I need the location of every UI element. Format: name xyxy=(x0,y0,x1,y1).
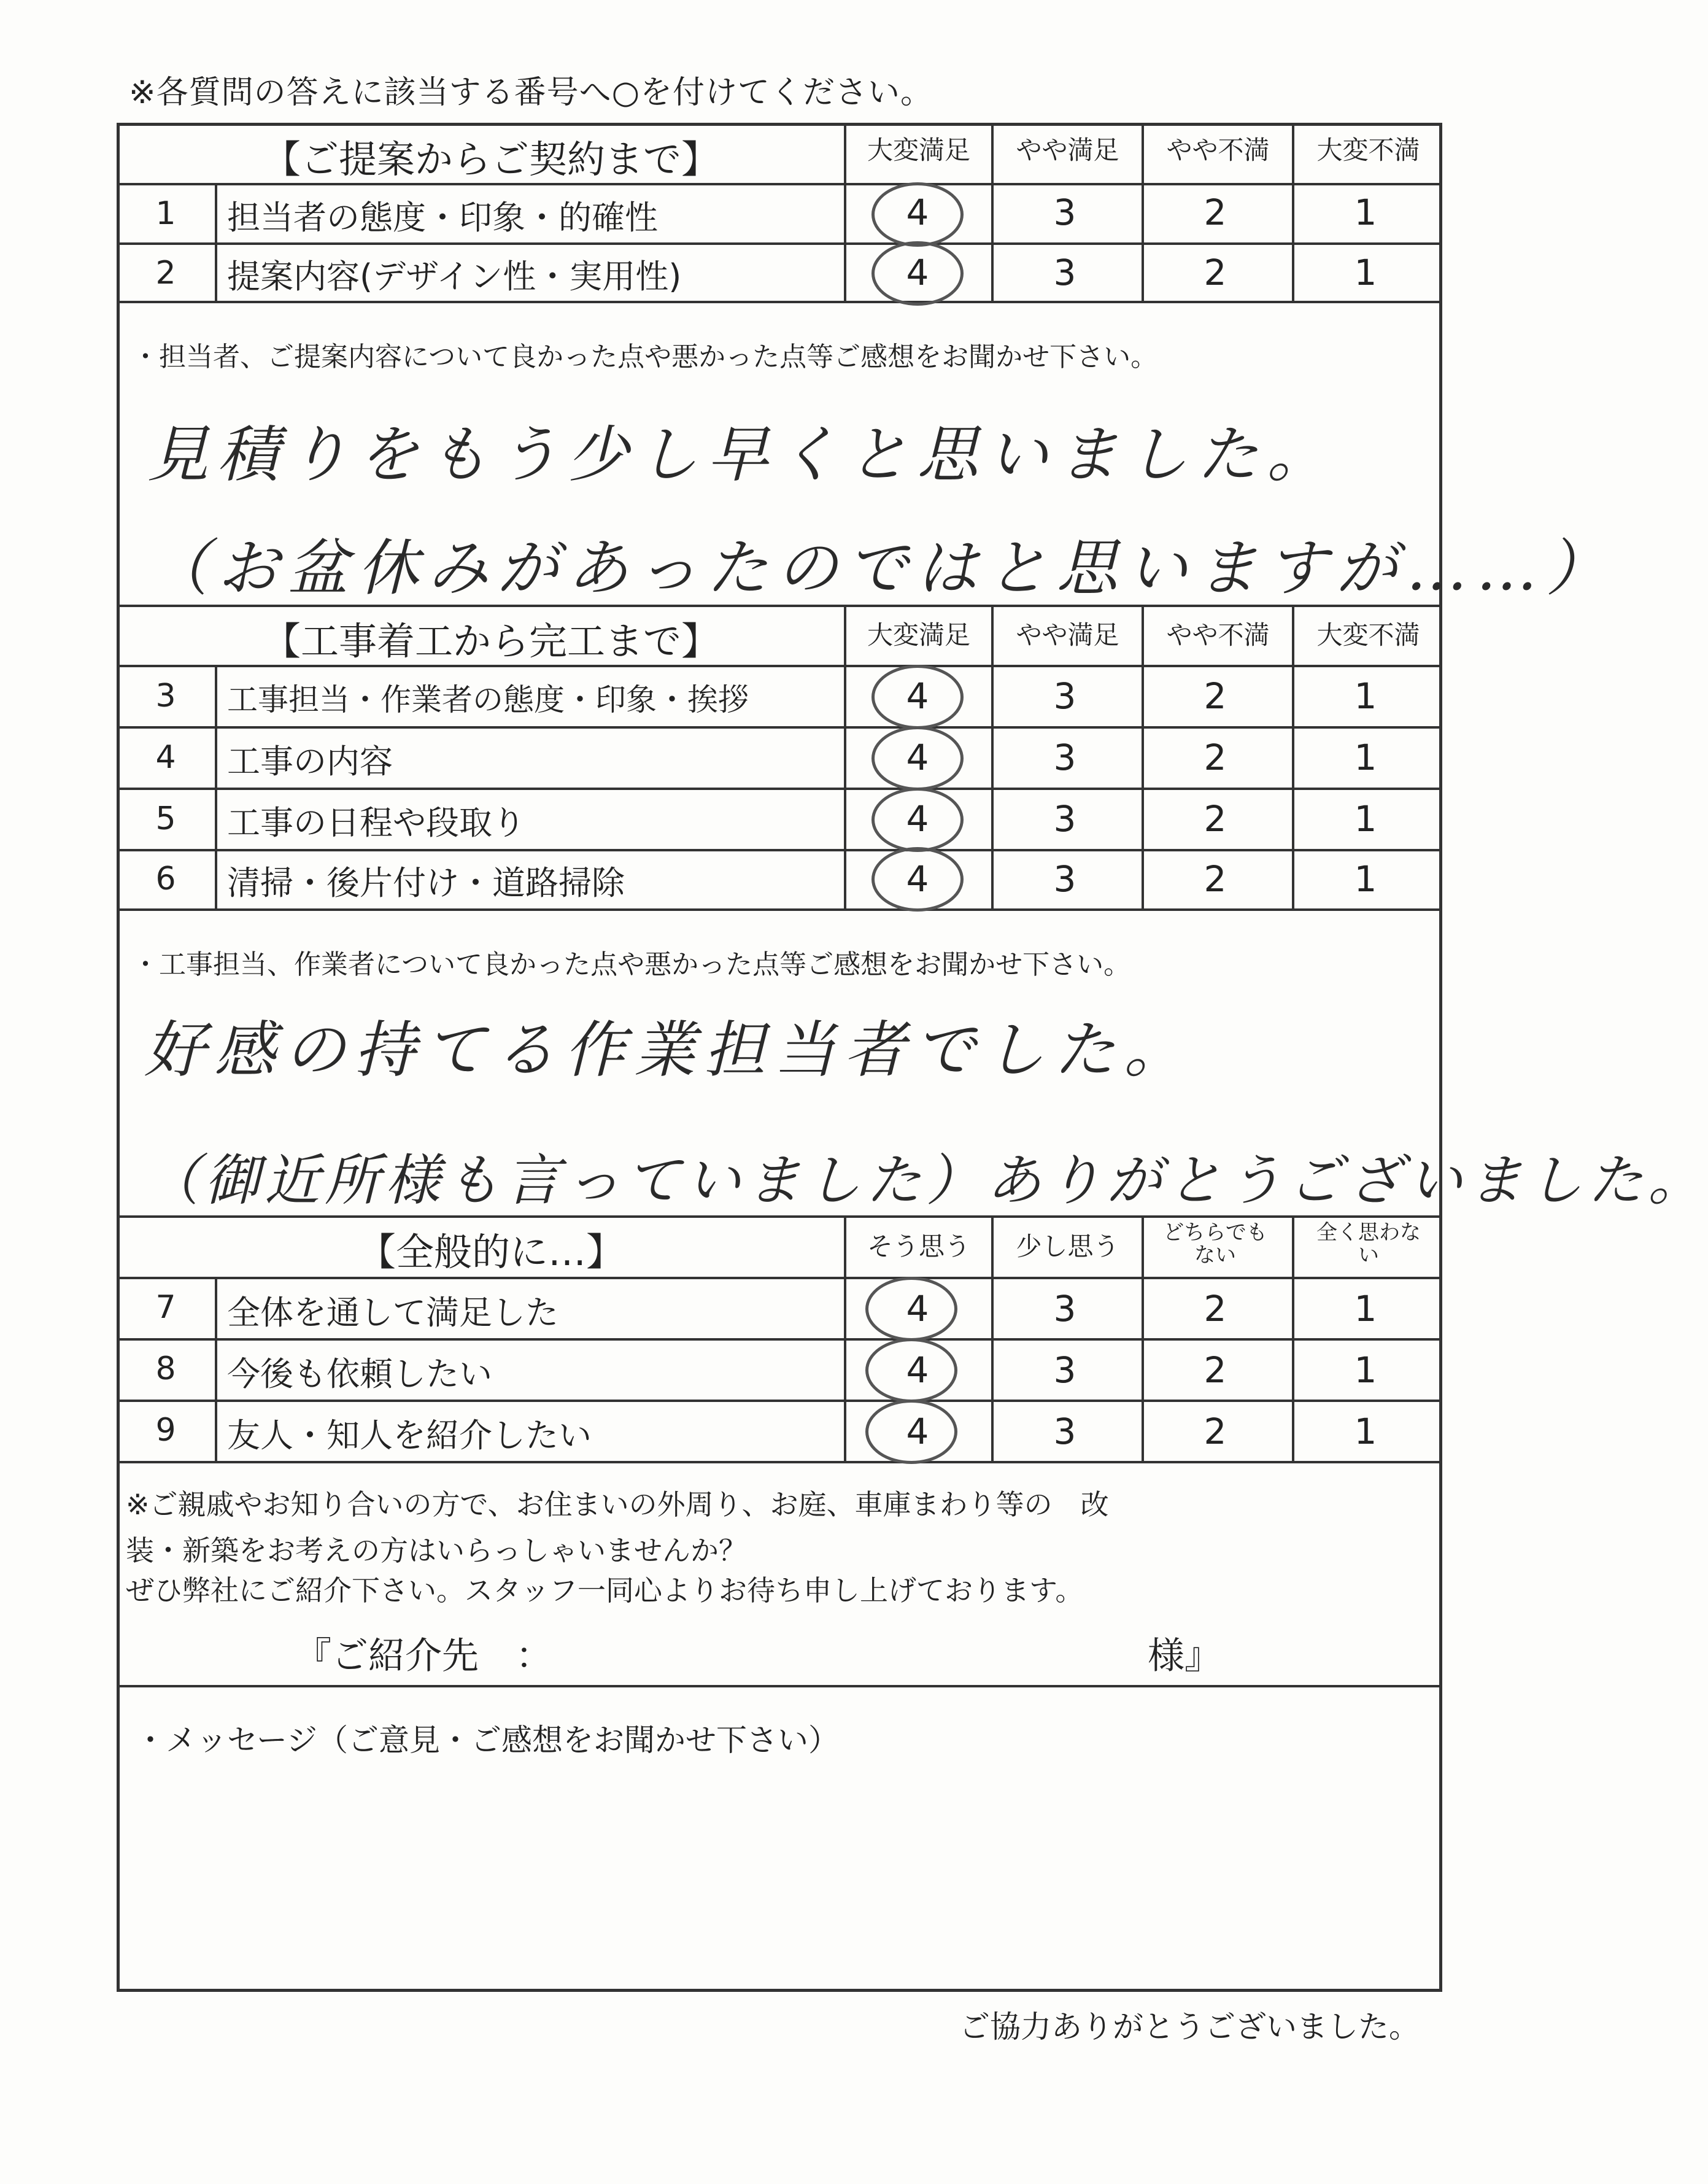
score-option[interactable]: 4 xyxy=(906,675,929,717)
referral-text: ぜひ弊社にご紹介下さい。スタッフ一同心よりお待ち申し上げております。 xyxy=(126,1574,1084,1607)
divider xyxy=(117,1400,1442,1402)
score-option[interactable]: 2 xyxy=(1204,737,1227,778)
row-number: 1 xyxy=(155,195,176,232)
score-option[interactable]: 1 xyxy=(1354,252,1377,293)
handwritten-comment: （御近所様も言っていました）ありがとうございました。 xyxy=(144,1148,1708,1213)
score-option[interactable]: 4 xyxy=(906,798,929,840)
score-option[interactable]: 2 xyxy=(1204,1411,1227,1452)
divider xyxy=(117,1685,1442,1687)
header-somewhat-dissatisfied: やや不満 xyxy=(1166,620,1270,650)
message-prompt: ・メッセージ（ご意見・ご感想をお聞かせ下さい） xyxy=(135,1722,839,1758)
divider xyxy=(117,849,1442,851)
header-agree: そう思う xyxy=(867,1231,970,1261)
header-disagree: 全く思わない xyxy=(1316,1220,1421,1268)
score-option[interactable]: 3 xyxy=(1053,252,1076,293)
score-option[interactable]: 3 xyxy=(1053,858,1076,900)
row-number: 4 xyxy=(155,739,176,776)
row-number: 8 xyxy=(155,1350,176,1387)
header-very-dissatisfied: 大変不満 xyxy=(1316,620,1420,650)
handwritten-comment: 好感の持てる作業担当者でした。 xyxy=(144,1014,1194,1086)
row-number: 3 xyxy=(155,678,176,714)
score-option[interactable]: 1 xyxy=(1354,675,1377,717)
referral-field-suffix: 様』 xyxy=(1148,1635,1221,1678)
score-option[interactable]: 4 xyxy=(906,737,929,778)
score-option[interactable]: 3 xyxy=(1053,192,1076,233)
divider xyxy=(117,1277,1442,1279)
header-very-satisfied: 大変満足 xyxy=(867,135,970,165)
row-label: 提案内容(デザイン性・実用性) xyxy=(227,257,682,296)
comment-prompt: ・担当者、ご提案内容について良かった点や悪かった点等ご感想をお聞かせ下さい。 xyxy=(132,341,1158,373)
score-option[interactable]: 1 xyxy=(1354,1288,1377,1330)
row-label: 全体を通して満足した xyxy=(227,1293,558,1332)
score-option[interactable]: 2 xyxy=(1204,252,1227,293)
row-label: 工事の日程や段取り xyxy=(227,804,525,842)
score-option[interactable]: 4 xyxy=(906,1411,929,1452)
section2-title: 【工事着工から完工まで】 xyxy=(262,619,719,664)
score-option[interactable]: 4 xyxy=(906,1288,929,1330)
header-somewhat-dissatisfied: やや不満 xyxy=(1166,135,1270,165)
score-option[interactable]: 1 xyxy=(1354,192,1377,233)
row-label: 今後も依頼したい xyxy=(227,1355,492,1393)
score-option[interactable]: 3 xyxy=(1053,798,1076,840)
score-option[interactable]: 4 xyxy=(906,252,929,293)
score-option[interactable]: 2 xyxy=(1204,1288,1227,1330)
header-somewhat-agree: 少し思う xyxy=(1016,1231,1119,1261)
score-option[interactable]: 4 xyxy=(906,858,929,900)
row-label: 工事担当・作業者の態度・印象・挨拶 xyxy=(227,682,749,718)
footer-thanks: ご協力ありがとうございました。 xyxy=(959,2009,1420,2045)
header-somewhat-satisfied: やや満足 xyxy=(1016,620,1119,650)
row-label: 担当者の態度・印象・的確性 xyxy=(227,198,658,237)
divider xyxy=(117,1215,1442,1218)
score-option[interactable]: 3 xyxy=(1053,1288,1076,1330)
score-option[interactable]: 3 xyxy=(1053,737,1076,778)
comment-prompt: ・工事担当、作業者について良かった点や悪かった点等ご感想をお聞かせ下さい。 xyxy=(132,949,1131,980)
divider xyxy=(117,908,1442,911)
referral-field-label: 『ご紹介先 ： xyxy=(295,1635,552,1678)
row-number: 5 xyxy=(155,800,176,837)
score-option[interactable]: 1 xyxy=(1354,798,1377,840)
handwritten-comment: 見積りをもう少し早くと思いました。 xyxy=(147,419,1337,490)
divider xyxy=(117,242,1442,245)
score-option[interactable]: 1 xyxy=(1354,1411,1377,1452)
divider xyxy=(215,666,217,908)
score-option[interactable]: 3 xyxy=(1053,675,1076,717)
header-neutral: どちらでもない xyxy=(1163,1220,1267,1268)
row-number: 7 xyxy=(155,1289,176,1326)
section3-title: 【全般的に…】 xyxy=(357,1229,624,1274)
referral-text: ※ご親戚やお知り合いの方で、お住まいの外周り、お庭、車庫まわり等の 改 xyxy=(126,1488,1109,1521)
referral-text: 装・新築をお考えの方はいらっしゃいませんか？ xyxy=(126,1534,747,1567)
divider xyxy=(117,788,1442,790)
divider xyxy=(215,1277,217,1461)
row-number: 2 xyxy=(155,255,176,292)
row-label: 工事の内容 xyxy=(227,742,393,781)
score-option[interactable]: 2 xyxy=(1204,675,1227,717)
score-option[interactable]: 2 xyxy=(1204,1349,1227,1391)
score-option[interactable]: 2 xyxy=(1204,798,1227,840)
score-option[interactable]: 1 xyxy=(1354,1349,1377,1391)
header-very-dissatisfied: 大変不満 xyxy=(1316,135,1420,165)
score-option[interactable]: 1 xyxy=(1354,858,1377,900)
divider xyxy=(117,301,1442,303)
message-area[interactable] xyxy=(123,1768,1436,1986)
divider xyxy=(117,726,1442,729)
score-option[interactable]: 2 xyxy=(1204,858,1227,900)
section1-title: 【ご提案からご契約まで】 xyxy=(262,137,719,182)
row-number: 6 xyxy=(155,861,176,897)
score-option[interactable]: 1 xyxy=(1354,737,1377,778)
divider xyxy=(117,1338,1442,1341)
row-number: 9 xyxy=(155,1412,176,1449)
row-label: 清掃・後片付け・道路掃除 xyxy=(227,864,625,902)
score-option[interactable]: 3 xyxy=(1053,1349,1076,1391)
divider xyxy=(117,605,1442,607)
header-somewhat-satisfied: やや満足 xyxy=(1016,135,1119,165)
header-very-satisfied: 大変満足 xyxy=(867,620,970,650)
score-option[interactable]: 4 xyxy=(906,1349,929,1391)
divider xyxy=(117,1461,1442,1463)
score-option[interactable]: 2 xyxy=(1204,192,1227,233)
row-label: 友人・知人を紹介したい xyxy=(227,1416,592,1455)
handwritten-comment: （お盆休みがあったのではと思いますが……） xyxy=(147,532,1616,604)
score-option[interactable]: 4 xyxy=(906,192,929,233)
score-option[interactable]: 3 xyxy=(1053,1411,1076,1452)
instruction-text: ※各質問の答えに該当する番号へ○を付けてください。 xyxy=(129,74,933,111)
